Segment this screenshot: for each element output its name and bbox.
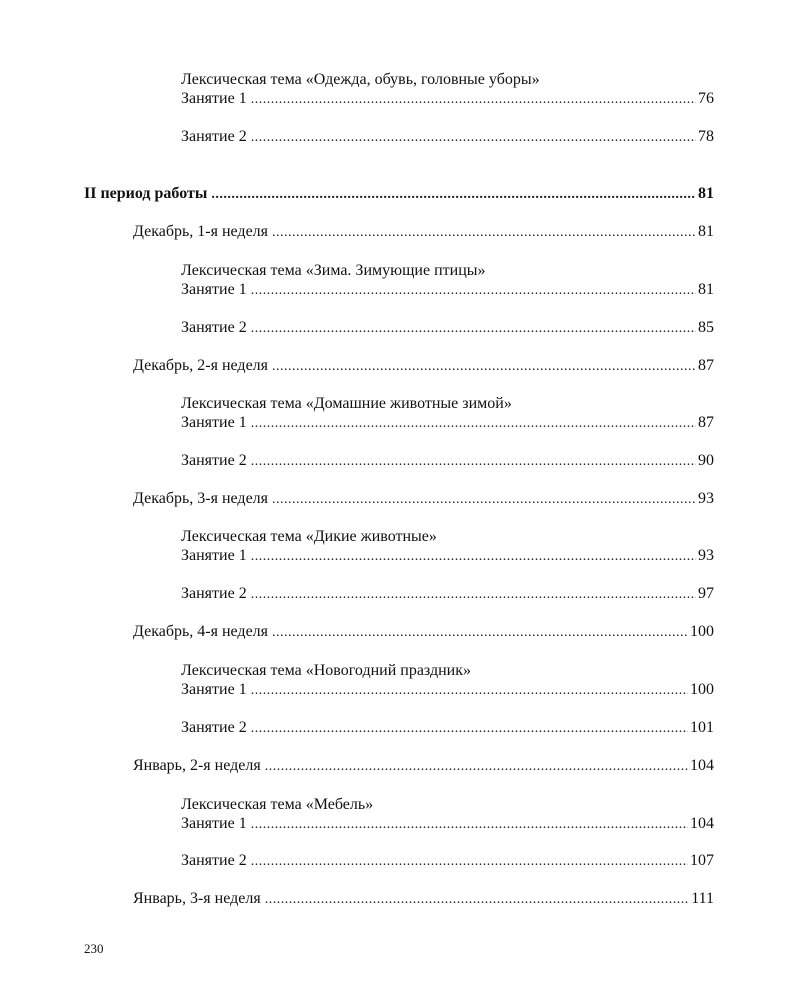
toc-entry-label: Декабрь, 1-я неделя [133, 223, 269, 240]
dot-leader [251, 853, 688, 871]
toc-topic-heading: Лексическая тема «Мебель» [181, 796, 374, 813]
dot-leader [272, 624, 688, 642]
toc-page-number: 111 [691, 890, 714, 907]
toc-entry-label: Занятие 1 [181, 681, 247, 698]
toc-topic-heading: Лексическая тема «Новогодний праздник» [181, 662, 471, 679]
toc-page-number: 76 [698, 90, 714, 107]
toc-page-number: 93 [698, 547, 714, 564]
dot-leader [251, 720, 688, 738]
dot-leader [272, 491, 696, 509]
toc-page-number: 81 [698, 223, 714, 240]
toc-page-number: 78 [698, 128, 714, 145]
dot-leader [251, 548, 696, 566]
toc-entry[interactable] [181, 414, 714, 432]
dot-leader [272, 224, 696, 242]
toc-entry[interactable] [181, 452, 714, 470]
dot-leader [251, 415, 696, 433]
dot-leader [265, 891, 689, 909]
toc-entry[interactable] [133, 623, 714, 641]
toc-page-number: 85 [698, 319, 714, 336]
toc-entry[interactable] [84, 185, 714, 203]
toc-page-number: 81 [698, 281, 714, 298]
page-number: 230 [84, 941, 104, 956]
dot-leader [211, 186, 696, 204]
toc-entry[interactable] [181, 319, 714, 337]
toc-topic-heading: Лексическая тема «Домашние животные зимой» [181, 395, 512, 412]
toc-page-number: 100 [690, 623, 714, 640]
dot-leader [251, 320, 696, 338]
toc-entry[interactable] [133, 223, 714, 241]
toc-entry-label: Занятие 2 [181, 128, 247, 145]
toc-page-number: 87 [698, 357, 714, 374]
toc-entry[interactable] [181, 90, 714, 108]
toc-entry[interactable] [181, 547, 714, 565]
toc-entry[interactable] [181, 281, 714, 299]
toc-entry-label: Занятие 2 [181, 719, 247, 736]
toc-entry[interactable] [133, 890, 714, 908]
toc-page-number: 104 [690, 757, 714, 774]
toc-page-number: 107 [690, 852, 714, 869]
dot-leader [251, 682, 688, 700]
toc-page-number: 101 [690, 719, 714, 736]
toc-page-number: 93 [698, 490, 714, 507]
toc-entry[interactable] [181, 681, 714, 699]
toc-entry-label: Занятие 1 [181, 90, 247, 107]
toc-entry-label: Занятие 2 [181, 319, 247, 336]
toc-entry-label: Занятие 2 [181, 852, 247, 869]
toc-topic-heading: Лексическая тема «Зима. Зимующие птицы» [181, 262, 486, 279]
toc-entry-label: Занятие 1 [181, 547, 247, 564]
toc-entry-label: Январь, 3-я неделя [133, 890, 261, 907]
toc-entry-label: Занятие 1 [181, 815, 247, 832]
toc-entry[interactable] [181, 719, 714, 737]
toc-topic-heading: Лексическая тема «Одежда, обувь, головные уборы» [181, 71, 540, 88]
toc-entry-label: Декабрь, 4-я неделя [133, 623, 269, 640]
toc-page-number: 100 [690, 681, 714, 698]
dot-leader [265, 758, 688, 776]
toc-page-number: 97 [698, 585, 714, 602]
dot-leader [251, 453, 696, 471]
dot-leader [272, 358, 696, 376]
dot-leader [251, 129, 696, 147]
toc-entry-label: Январь, 2-я неделя [133, 757, 261, 774]
toc-entry[interactable] [181, 815, 714, 833]
toc-page-number: 90 [698, 452, 714, 469]
toc-page-number: 87 [698, 414, 714, 431]
toc-entry[interactable] [133, 490, 714, 508]
toc-entry-label: Занятие 2 [181, 452, 247, 469]
toc-page-number: 104 [690, 815, 714, 832]
toc-entry-label: Занятие 1 [181, 414, 247, 431]
toc-entry-label: Занятие 1 [181, 281, 247, 298]
dot-leader [251, 586, 696, 604]
toc-entry-label: Занятие 2 [181, 585, 247, 602]
toc-topic-heading: Лексическая тема «Дикие животные» [181, 528, 437, 545]
toc-page-number: 81 [698, 185, 714, 202]
toc-entry-label: Декабрь, 2-я неделя [133, 357, 269, 374]
toc-entry-label: II период работы [84, 185, 208, 202]
toc-entry[interactable] [181, 128, 714, 146]
toc-entry[interactable] [181, 585, 714, 603]
dot-leader [251, 91, 696, 109]
toc-entry[interactable] [133, 757, 714, 775]
toc-entry-label: Декабрь, 3-я неделя [133, 490, 269, 507]
dot-leader [251, 816, 688, 834]
toc-entry[interactable] [181, 852, 714, 870]
dot-leader [251, 282, 696, 300]
toc-entry[interactable] [133, 357, 714, 375]
